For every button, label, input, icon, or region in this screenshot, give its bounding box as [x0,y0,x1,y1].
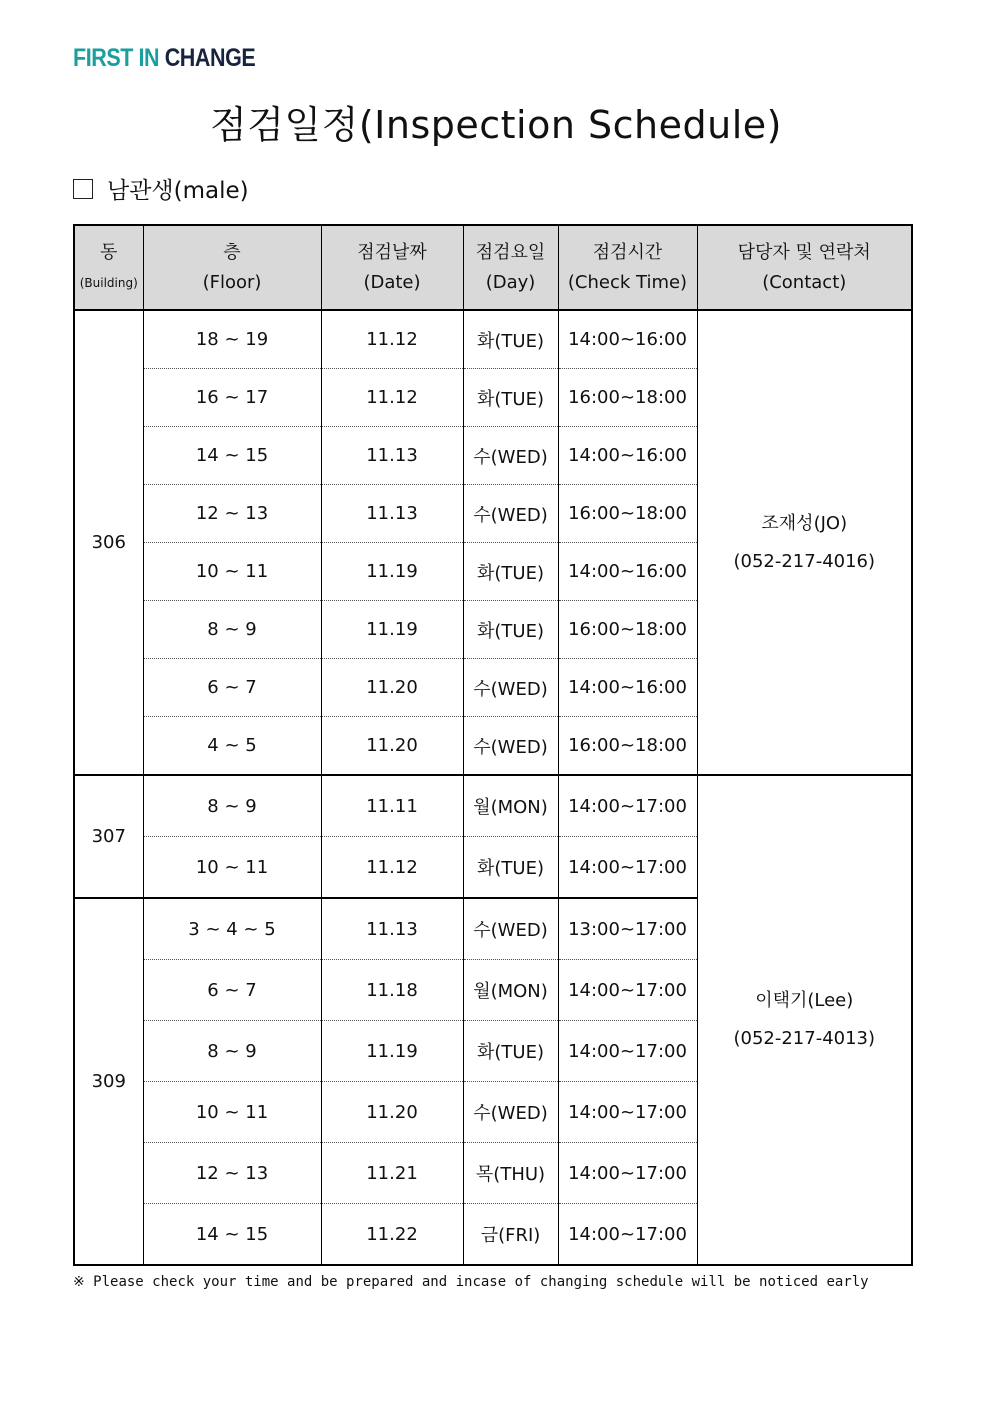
day-cell: 화(TUE) [463,1021,558,1082]
header-building [74,225,143,310]
date-cell: 11.20 [321,717,463,776]
floor-cell: 4 ~ 5 [143,717,321,776]
table-row [74,310,912,369]
contact-phone: (052-217-4013) [733,1028,876,1049]
header-building-en: (Building) [79,275,138,290]
time-cell: 14:00~17:00 [558,1082,697,1143]
inspection-schedule-table [73,224,913,1266]
date-cell: 11.19 [321,601,463,659]
date-cell: 11.11 [321,775,463,837]
header-date [321,225,463,310]
time-cell: 13:00~17:00 [558,898,697,960]
date-cell: 11.13 [321,898,463,960]
logo-text-change: CHANGE [164,44,256,72]
contact-name: 조재성(JO) [761,512,848,534]
floor-cell: 18 ~ 19 [143,310,321,369]
time-cell: 14:00~16:00 [558,543,697,601]
day-cell: 화(TUE) [463,601,558,659]
time-cell: 16:00~18:00 [558,601,697,659]
header-floor [143,225,321,310]
date-cell: 11.21 [321,1143,463,1204]
time-cell: 16:00~18:00 [558,485,697,543]
floor-cell: 14 ~ 15 [143,1204,321,1266]
day-cell: 수(WED) [463,485,558,543]
building-cell-307: 307 [74,775,143,898]
day-cell: 수(WED) [463,1082,558,1143]
floor-cell: 12 ~ 13 [143,485,321,543]
header-contact-ko: 담당자 및 연락처 [737,241,871,263]
date-cell: 11.22 [321,1204,463,1266]
time-cell: 16:00~18:00 [558,717,697,776]
date-cell: 11.12 [321,837,463,899]
time-cell: 16:00~18:00 [558,369,697,427]
page-title: 점검일정(Inspection Schedule) [210,103,782,147]
header-contact [697,225,912,310]
day-cell: 화(TUE) [463,543,558,601]
day-cell: 월(MON) [463,960,558,1021]
section-heading [73,172,249,205]
floor-cell: 8 ~ 9 [143,1021,321,1082]
date-cell: 11.18 [321,960,463,1021]
date-cell: 11.12 [321,369,463,427]
company-logo [73,44,255,73]
time-cell: 14:00~17:00 [558,1143,697,1204]
header-check-time [558,225,697,310]
day-cell: 화(TUE) [463,310,558,369]
header-time-en: (Check Time) [567,271,688,293]
floor-cell: 3 ~ 4 ~ 5 [143,898,321,960]
date-cell: 11.20 [321,1082,463,1143]
logo-text-first-in: FIRST IN [73,44,160,72]
contact-cell-jo [697,310,912,775]
floor-cell: 6 ~ 7 [143,659,321,717]
footnote: ※ Please check your time and be prepared and incase of changing schedule will be noticed early [73,1274,869,1290]
day-cell: 수(WED) [463,717,558,776]
time-cell: 14:00~16:00 [558,659,697,717]
day-cell: 화(TUE) [463,369,558,427]
floor-cell: 8 ~ 9 [143,775,321,837]
floor-cell: 6 ~ 7 [143,960,321,1021]
header-day [463,225,558,310]
section-label: 남관생(male) [107,178,249,204]
date-cell: 11.19 [321,543,463,601]
day-cell: 목(THU) [463,1143,558,1204]
header-date-en: (Date) [363,271,421,293]
day-cell: 금(FRI) [463,1204,558,1266]
floor-cell: 16 ~ 17 [143,369,321,427]
day-cell: 수(WED) [463,427,558,485]
date-cell: 11.12 [321,310,463,369]
date-cell: 11.19 [321,1021,463,1082]
time-cell: 14:00~16:00 [558,310,697,369]
date-cell: 11.13 [321,427,463,485]
date-cell: 11.13 [321,485,463,543]
floor-cell: 10 ~ 11 [143,1082,321,1143]
day-cell: 수(WED) [463,659,558,717]
day-cell: 수(WED) [463,898,558,960]
time-cell: 14:00~17:00 [558,837,697,899]
contact-name: 이택기(Lee) [755,990,854,1011]
time-cell: 14:00~17:00 [558,1204,697,1266]
header-date-ko: 점검날짜 [357,241,427,263]
contact-phone: (052-217-4016) [733,550,876,572]
day-cell: 화(TUE) [463,837,558,899]
building-cell-309: 309 [74,898,143,1265]
time-cell: 14:00~17:00 [558,1021,697,1082]
building-cell-306: 306 [74,310,143,775]
header-floor-en: (Floor) [202,271,262,293]
floor-cell: 14 ~ 15 [143,427,321,485]
time-cell: 14:00~16:00 [558,427,697,485]
time-cell: 14:00~17:00 [558,960,697,1021]
contact-cell-lee [697,775,912,1265]
header-floor-ko: 층 [223,241,241,263]
header-day-ko: 점검요일 [475,241,546,263]
table-row [74,775,912,837]
date-cell: 11.20 [321,659,463,717]
floor-cell: 12 ~ 13 [143,1143,321,1204]
checkbox-icon [73,179,93,199]
floor-cell: 10 ~ 11 [143,837,321,899]
day-cell: 월(MON) [463,775,558,837]
header-day-en: (Day) [485,271,536,293]
header-building-ko: 동 [100,241,118,263]
time-cell: 14:00~17:00 [558,775,697,837]
table-header-row [74,225,912,310]
floor-cell: 10 ~ 11 [143,543,321,601]
header-time-ko: 점검시간 [592,241,663,263]
header-contact-en: (Contact) [762,271,847,293]
floor-cell: 8 ~ 9 [143,601,321,659]
